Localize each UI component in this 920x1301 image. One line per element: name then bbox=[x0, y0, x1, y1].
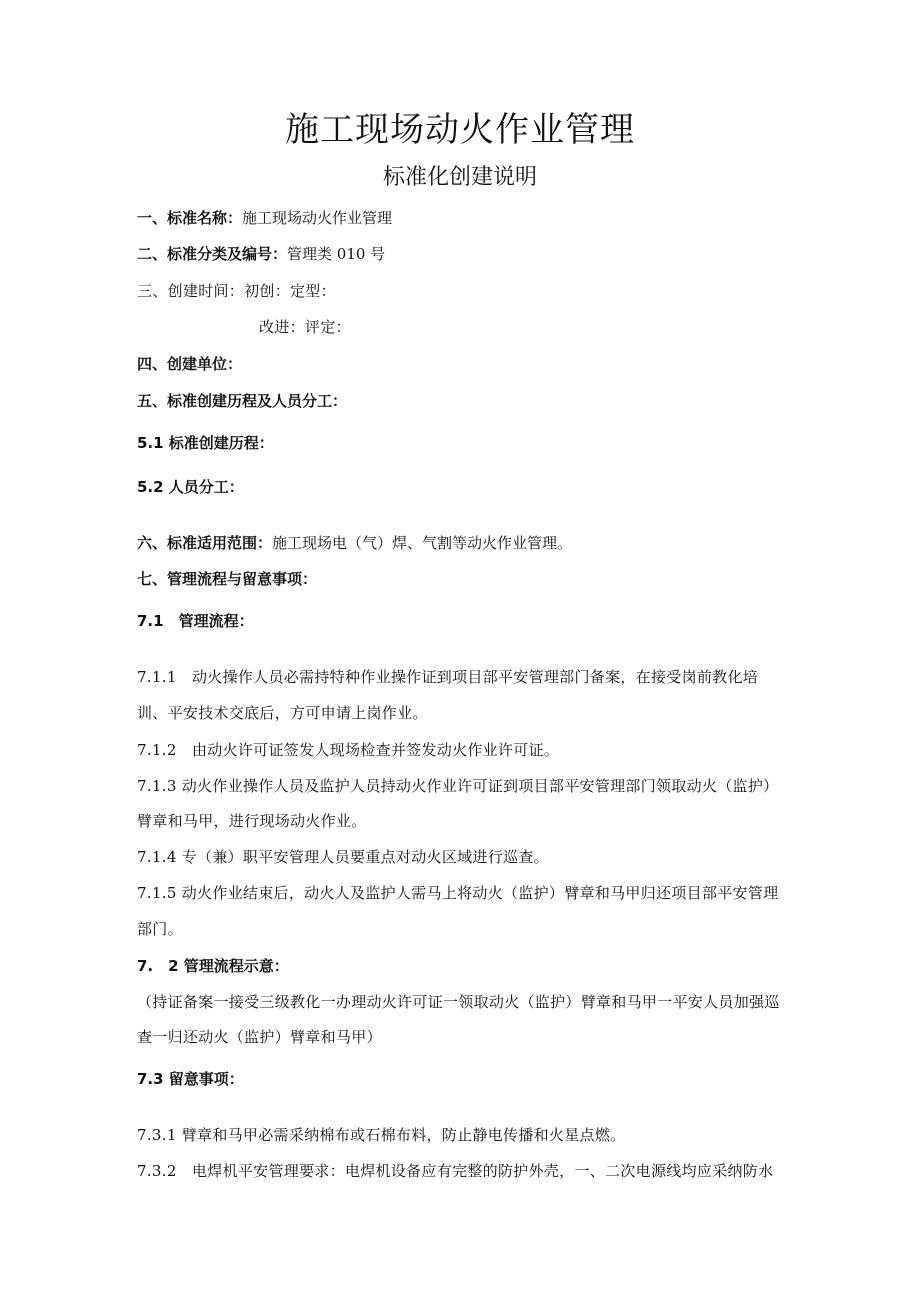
paragraph-7-3-2: 7.3.2 电焊机平安管理要求：电焊机设备应有完整的防护外壳，一、二次电源线均应采纳防水 bbox=[137, 1162, 774, 1180]
paragraph-7-1-2: 7.1.2 由动火许可证签发人现场检查并签发动火作业许可证。 bbox=[137, 741, 560, 759]
paragraph-7-1-5-line2: 部门。 bbox=[137, 920, 183, 938]
paragraph-7-1-3-line2: 臂章和马甲，进行现场动火作业。 bbox=[137, 812, 367, 830]
item-creation-time: 三、创建时间：初创：定型： bbox=[137, 282, 336, 300]
item-scope bbox=[137, 532, 787, 554]
item-process-notes: 七、管理流程与留意事项： bbox=[137, 570, 318, 588]
paragraph-7-1-4: 7.1.4 专（兼）职平安管理人员要重点对动火区域进行巡查。 bbox=[137, 848, 549, 866]
item-standard-category bbox=[137, 243, 787, 265]
section-7-3-heading: 7.3 留意事项： bbox=[137, 1070, 244, 1088]
section-5-2-heading: 5.2 人员分工： bbox=[137, 478, 244, 496]
item-value: 施工现场电（气）焊、气割等动火作业管理。 bbox=[272, 534, 573, 552]
paragraph-7-1-5-line1: 7.1.5 动火作业结束后，动火人及监护人需马上将动火（监护）臂章和马甲归还项目部平安管理 bbox=[137, 884, 779, 902]
paragraph-7-3-1: 7.3.1 臂章和马甲必需采纳棉布或石棉布料，防止静电传播和火星点燃。 bbox=[137, 1126, 626, 1144]
paragraph-7-1-1-line1: 7.1.1 动火操作人员必需持特种作业操作证到项目部平安管理部门备案，在接受岗前教化培 bbox=[137, 668, 759, 686]
document-title: 施工现场动火作业管理 bbox=[285, 110, 635, 150]
section-7-2-heading: 7. 2 管理流程示意： bbox=[137, 957, 289, 975]
paragraph-7-2-line2: 查一归还动火（监护）臂章和马甲） bbox=[137, 1028, 382, 1046]
paragraph-7-1-3-line1: 7.1.3 动火作业操作人员及监护人员持动火作业许可证到项目部平安管理部门领取动火（监护） bbox=[137, 777, 779, 795]
item-value: 管理类 010 号 bbox=[287, 245, 386, 263]
item-label: 一、标准名称： bbox=[137, 209, 243, 227]
paragraph-7-1-1-line2: 训、平安技术交底后，方可申请上岗作业。 bbox=[137, 704, 428, 722]
section-7-1-heading: 7.1 管理流程： bbox=[137, 612, 254, 630]
item-history-division: 五、标准创建历程及人员分工： bbox=[137, 392, 348, 410]
item-standard-name bbox=[137, 207, 787, 229]
section-5-1-heading: 5.1 标准创建历程： bbox=[137, 434, 274, 452]
document-subtitle: 标准化创建说明 bbox=[382, 165, 537, 190]
paragraph-7-2-line1: （持证备案一接受三级教化一办理动火许可证一领取动火（监护）臂章和马甲一平安人员加强巡 bbox=[137, 993, 780, 1011]
item-label: 二、标准分类及编号： bbox=[137, 245, 288, 263]
item-label: 六、标准适用范围： bbox=[137, 534, 273, 552]
item-value: 施工现场动火作业管理 bbox=[242, 209, 393, 227]
item-creation-unit: 四、创建单位： bbox=[137, 355, 243, 373]
item-creation-time-cont: 改进：评定： bbox=[259, 318, 351, 336]
